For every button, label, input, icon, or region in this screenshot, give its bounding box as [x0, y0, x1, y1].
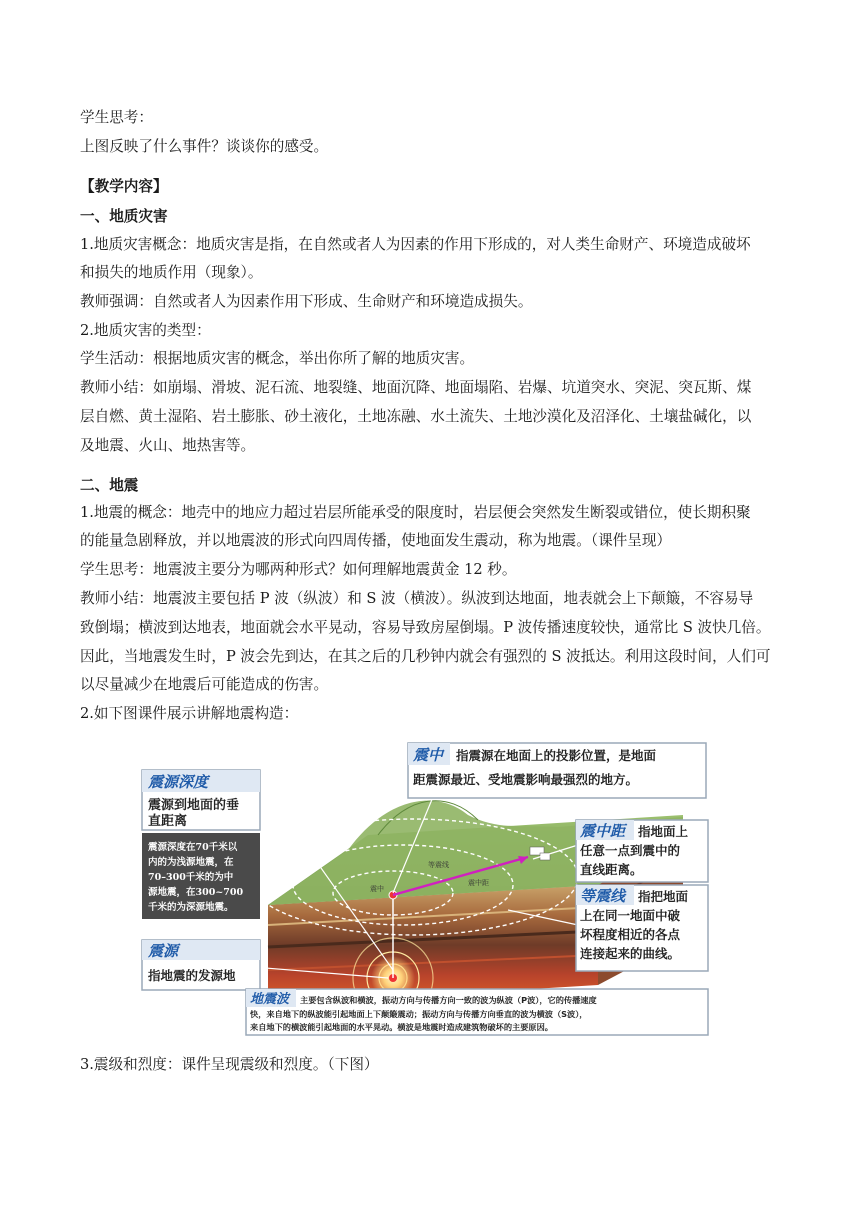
focal-depth-desc: 直距离 — [148, 814, 188, 829]
focal-depth-desc: 震源到地面的垂 — [148, 798, 240, 813]
focus-title: 震源 — [148, 942, 179, 960]
epicentral-distance-desc: 指地面上 — [638, 824, 689, 839]
paragraph-line: 1.地震的概念：地壳中的地应力超过岩层所能承受的限度时，岩层便会突然发生断裂或错位，使长期积聚 — [80, 504, 751, 521]
seismic-wave-title: 地震波 — [250, 992, 290, 1007]
focus-desc: 指地震的发源地 — [148, 968, 236, 983]
epicenter-title: 震中 — [413, 746, 444, 764]
focus-card — [142, 940, 260, 990]
depth-note-line: 内的为浅源地震，在 — [148, 857, 234, 868]
student-think-label: 学生思考： — [80, 109, 153, 126]
depth-note-line: 70–300千米的为中 — [148, 872, 234, 883]
isoseismal-desc: 连接起来的曲线。 — [580, 946, 681, 961]
isoseismal-desc: 指把地面 — [638, 889, 689, 904]
paragraph-line: 教师小结：地震波主要包括 P 波（纵波）和 S 波（横波）。纵波到达地面，地表就会上下颠簸，不容易导 — [80, 590, 754, 607]
paragraph-line: 教师强调：自然或者人为因素作用下形成、生命财产和环境造成损失。 — [80, 293, 533, 310]
paragraph-line: 致倒塌；横波到达地表，地面就会水平晃动，容易导致房屋倒塌。P 波传播速度较快，通常比 S 波快几倍。 — [80, 619, 771, 636]
paragraph-line: 学生活动：根据地质灾害的概念，举出你所了解的地质灾害。 — [80, 350, 475, 367]
paragraph-line: 因此，当地震发生时，P 波会先到达，在其之后的几秒钟内就会有强烈的 S 波抵达。利用这段时间，人们可 — [80, 648, 771, 665]
epicentral-distance-desc: 直线距离。 — [580, 862, 643, 877]
focal-depth-card — [142, 770, 260, 830]
focal-depth-note — [142, 833, 260, 919]
depth-note-line: 千米的为深源地震。 — [148, 902, 234, 913]
map-label: 震中 — [370, 885, 384, 893]
isoseismal-title: 等震线 — [580, 887, 626, 905]
paragraph-line: 学生思考：地震波主要分为哪两种形式？如何理解地震黄金 12 秒。 — [80, 561, 517, 578]
seismic-wave-desc: 主要包含纵波和横波，振动方向与传播方向一致的波为纵波（P波），它的传播速度 — [300, 995, 597, 1005]
isoseismal-desc: 上在同一地面中破 — [580, 908, 681, 923]
heading-earthquake: 二、地震 — [80, 477, 139, 494]
section-header-teaching: 【教学内容】 — [80, 178, 168, 195]
paragraph-line: 以尽量减少在地震后可能造成的伤害。 — [80, 676, 329, 693]
epicentral-distance-desc: 任意一点到震中的 — [580, 843, 681, 858]
paragraph-line: 和损失的地质作用（现象）。 — [80, 264, 263, 281]
depth-note-line: 源地震，在300~700 — [148, 887, 244, 898]
paragraph-line: 及地震、火山、地热害等。 — [80, 437, 256, 454]
question-line: 上图反映了什么事件？谈谈你的感受。 — [80, 138, 329, 155]
isoseismal-card — [576, 885, 708, 971]
epicenter-desc: 指震源在地面上的投影位置，是地面 — [456, 748, 657, 763]
focal-depth-title: 震源深度 — [148, 773, 209, 791]
map-label: 等震线 — [428, 861, 449, 869]
epicentral-distance-title: 震中距 — [580, 822, 626, 840]
paragraph-line: 的能量急剧释放，并以地震波的形式向四周传播，使地面发生震动，称为地震。（课件呈现） — [80, 532, 672, 549]
paragraph-line: 1.地质灾害概念：地质灾害是指，在自然或者人为因素的作用下形成的，对人类生命财产、环境造成破坏 — [80, 236, 751, 253]
epicenter-card — [408, 743, 706, 798]
isoseismal-desc: 坏程度相近的各点 — [580, 927, 681, 942]
paragraph-line: 层自燃、黄土湿陷、岩土膨胀、砂土液化，土地冻融、水土流失、土地沙漠化及沼泽化、土壤盐碱化，以 — [80, 408, 752, 425]
seismic-wave-desc: 快，来自地下的纵波能引起地面上下颠簸震动；振动方向与传播方向垂直的波为横波（S波）， — [250, 1009, 588, 1019]
paragraph-line: 2.地质灾害的类型： — [80, 322, 211, 339]
depth-note-line: 震源深度在70千米以 — [148, 842, 238, 853]
paragraph-line: 3.震级和烈度：课件呈现震级和烈度。（下图） — [80, 1056, 379, 1073]
epicentral-distance-card — [576, 820, 708, 882]
seismic-wave-card — [246, 989, 708, 1035]
earthquake-structure-diagram — [138, 735, 710, 1037]
map-label: 震中距 — [468, 879, 489, 887]
paragraph-line: 2.如下图课件展示讲解地震构造： — [80, 705, 299, 722]
epicenter-desc: 距震源最近、受地震影响最强烈的地方。 — [413, 772, 639, 787]
seismic-wave-desc: 来自地下的横波能引起地面的水平晃动。横波是地震时造成建筑物破坏的主要原因。 — [250, 1022, 553, 1032]
paragraph-line: 教师小结：如崩塌、滑坡、泥石流、地裂缝、地面沉降、地面塌陷、岩爆、坑道突水、突泥、突瓦斯、煤 — [80, 379, 752, 396]
heading-geological-disaster: 一、地质灾害 — [80, 208, 168, 225]
